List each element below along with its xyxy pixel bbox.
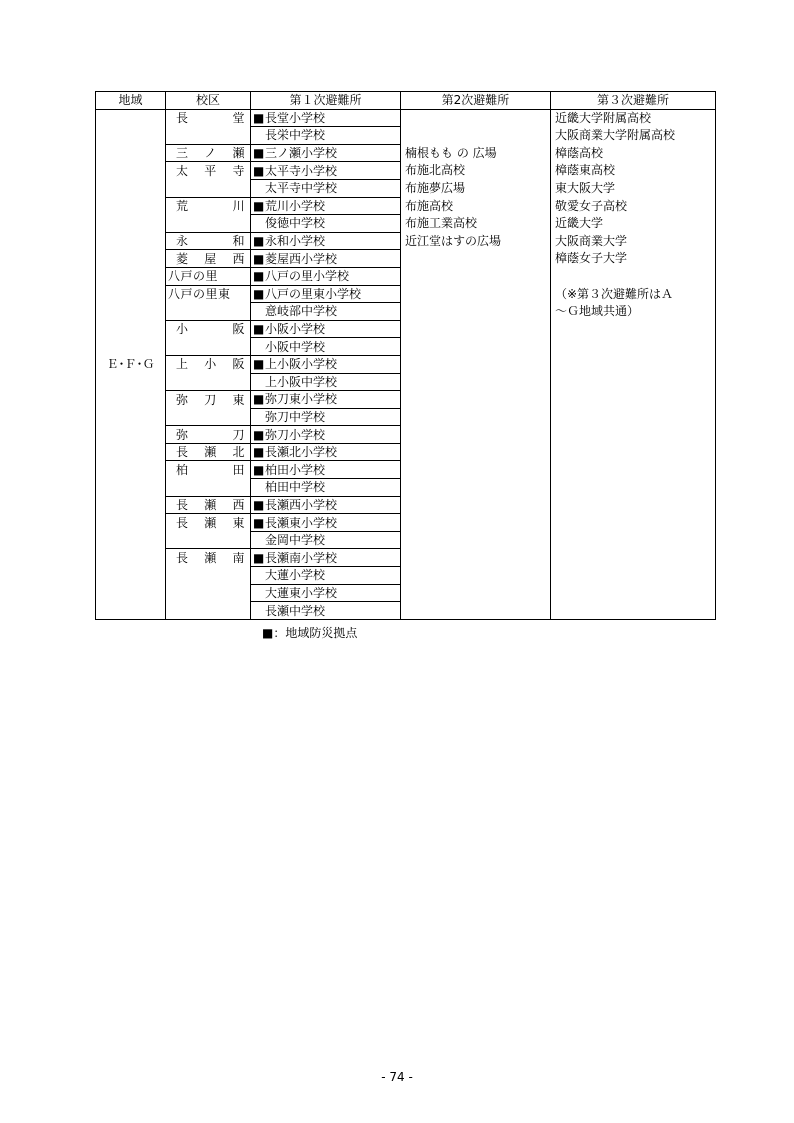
disaster-base-mark-icon: ■	[253, 550, 265, 565]
primary-shelter-cell	[251, 584, 401, 602]
disaster-base-mark-icon: ■	[253, 146, 265, 161]
district-cell: 菱 屋 西	[166, 250, 251, 268]
tertiary-shelter-list	[551, 109, 716, 619]
district-cell	[166, 179, 251, 197]
disaster-base-mark-icon: ■	[253, 286, 265, 301]
region-cell: Ｅ･Ｆ･Ｇ	[96, 109, 166, 619]
district-cell: 長 瀬 東	[166, 514, 251, 532]
legend-text: ■：地域防災拠点	[262, 626, 358, 640]
primary-shelter-name: 長瀬北小学校	[265, 445, 338, 460]
district-cell: 弥 刀	[166, 426, 251, 444]
district-cell	[166, 584, 251, 602]
primary-shelter-cell	[251, 144, 401, 162]
header-district: 校区	[166, 92, 251, 110]
primary-shelter-name: 小阪中学校	[265, 339, 326, 354]
primary-shelter-cell	[251, 443, 401, 461]
primary-shelter-name: 柏田小学校	[265, 462, 326, 477]
district-cell: 長 瀬 北	[166, 443, 251, 461]
district-cell	[166, 127, 251, 145]
primary-shelter-cell	[251, 285, 401, 303]
tertiary-shelter-item: 樟蔭女子大学	[555, 251, 628, 266]
tertiary-shelter-item: 近畿大学附属高校	[555, 110, 652, 125]
secondary-shelter-item: 布施夢広場	[405, 180, 466, 195]
tertiary-shelter-item: 樟蔭高校	[555, 145, 604, 160]
primary-shelter-name: 長瀬南小学校	[265, 550, 338, 565]
district-cell: 永 和	[166, 232, 251, 250]
disaster-base-mark-icon: ■	[253, 392, 265, 407]
primary-shelter-name: 長瀬東小学校	[265, 515, 338, 530]
primary-shelter-cell	[251, 496, 401, 514]
evacuation-shelter-table	[95, 91, 716, 620]
disaster-base-mark-icon: ■	[253, 462, 265, 477]
primary-shelter-cell	[251, 162, 401, 180]
primary-shelter-name: 菱屋西小学校	[265, 251, 338, 266]
district-cell: 長 堂	[166, 109, 251, 127]
secondary-shelter-item: 布施北高校	[405, 163, 466, 178]
district-cell: 太 平 寺	[166, 162, 251, 180]
primary-shelter-name: 大蓮東小学校	[265, 585, 338, 600]
secondary-shelter-item: 布施高校	[405, 198, 454, 213]
primary-shelter-name: 金岡中学校	[265, 533, 326, 548]
district-cell: 上 小 阪	[166, 355, 251, 373]
tertiary-note-line: ～Ｇ地域共通）	[555, 304, 640, 319]
tertiary-shelter-item: 樟蔭東高校	[555, 163, 616, 178]
primary-shelter-cell	[251, 232, 401, 250]
secondary-shelter-list	[401, 109, 551, 619]
primary-shelter-cell	[251, 391, 401, 409]
primary-shelter-cell	[251, 109, 401, 127]
district-cell: 小 阪	[166, 320, 251, 338]
primary-shelter-cell	[251, 373, 401, 391]
tertiary-shelter-item: 近畿大学	[555, 216, 604, 231]
primary-shelter-name: 永和小学校	[265, 234, 326, 249]
primary-shelter-cell	[251, 355, 401, 373]
primary-shelter-cell	[251, 602, 401, 620]
primary-shelter-cell	[251, 338, 401, 356]
tertiary-shelter-item: 大阪商業大学	[555, 233, 628, 248]
primary-shelter-name: 長瀬西小学校	[265, 497, 338, 512]
primary-shelter-cell	[251, 549, 401, 567]
secondary-shelter-item: 近江堂はすの広場	[405, 233, 502, 248]
primary-shelter-name: 八戸の里東小学校	[265, 286, 362, 301]
disaster-base-mark-icon: ■	[253, 357, 265, 372]
table-row	[96, 109, 716, 127]
tertiary-note-line: （※第３次避難所はＡ	[555, 286, 674, 301]
district-cell: 柏 田	[166, 461, 251, 479]
district-cell	[166, 373, 251, 391]
primary-shelter-name: 弥刀中学校	[265, 409, 326, 424]
primary-shelter-cell	[251, 267, 401, 285]
district-cell	[166, 215, 251, 233]
district-cell: 八戸の里	[166, 267, 251, 285]
primary-shelter-name: 大蓮小学校	[265, 568, 326, 583]
header-secondary-shelter: 第2次避難所	[401, 92, 551, 110]
district-cell	[166, 567, 251, 585]
primary-shelter-cell	[251, 461, 401, 479]
primary-shelter-name: 上小阪小学校	[265, 357, 338, 372]
secondary-shelter-item: 楠根もも の 広場	[405, 145, 497, 160]
primary-shelter-name: 意岐部中学校	[265, 304, 338, 319]
primary-shelter-cell	[251, 320, 401, 338]
district-cell: 弥 刀 東	[166, 391, 251, 409]
district-cell	[166, 303, 251, 321]
primary-shelter-name: 弥刀東小学校	[265, 392, 338, 407]
primary-shelter-cell	[251, 179, 401, 197]
disaster-base-mark-icon: ■	[253, 198, 265, 213]
district-cell: 長 瀬 南	[166, 549, 251, 567]
district-cell	[166, 602, 251, 620]
primary-shelter-cell	[251, 250, 401, 268]
district-cell	[166, 408, 251, 426]
primary-shelter-cell	[251, 479, 401, 497]
tertiary-shelter-item: 大阪商業大学附属高校	[555, 128, 676, 143]
primary-shelter-cell	[251, 127, 401, 145]
primary-shelter-name: 柏田中学校	[265, 480, 326, 495]
primary-shelter-name: 三ノ瀬小学校	[265, 146, 338, 161]
primary-shelter-name: 太平寺中学校	[265, 181, 338, 196]
disaster-base-mark-icon: ■	[253, 269, 265, 284]
primary-shelter-cell	[251, 215, 401, 233]
district-cell	[166, 531, 251, 549]
table-body	[96, 109, 716, 619]
header-region: 地域	[96, 92, 166, 110]
primary-shelter-name: 八戸の里小学校	[265, 269, 350, 284]
primary-shelter-cell	[251, 514, 401, 532]
district-cell: 荒 川	[166, 197, 251, 215]
primary-shelter-name: 上小阪中学校	[265, 374, 338, 389]
header-primary-shelter: 第１次避難所	[251, 92, 401, 110]
tertiary-shelter-item: 敬愛女子高校	[555, 198, 628, 213]
primary-shelter-name: 太平寺小学校	[265, 163, 338, 178]
disaster-base-mark-icon: ■	[253, 515, 265, 530]
primary-shelter-cell	[251, 567, 401, 585]
district-cell: 長 瀬 西	[166, 496, 251, 514]
page-number: - 74 -	[381, 1070, 413, 1084]
primary-shelter-name: 小阪小学校	[265, 322, 326, 337]
spacer	[405, 127, 550, 145]
disaster-base-mark-icon: ■	[253, 427, 265, 442]
primary-shelter-cell	[251, 426, 401, 444]
spacer	[555, 268, 715, 286]
secondary-shelter-item: 布施工業高校	[405, 216, 478, 231]
primary-shelter-name: 長堂小学校	[265, 110, 326, 125]
primary-shelter-cell	[251, 303, 401, 321]
primary-shelter-name: 荒川小学校	[265, 198, 326, 213]
district-cell	[166, 479, 251, 497]
disaster-base-mark-icon: ■	[253, 497, 265, 512]
disaster-base-mark-icon: ■	[253, 163, 265, 178]
primary-shelter-cell	[251, 197, 401, 215]
district-cell: 三 ノ 瀬	[166, 144, 251, 162]
primary-shelter-cell	[251, 531, 401, 549]
primary-shelter-name: 弥刀小学校	[265, 427, 326, 442]
disaster-base-mark-icon: ■	[253, 110, 265, 125]
disaster-base-mark-icon: ■	[253, 322, 265, 337]
spacer	[405, 110, 550, 128]
header-tertiary-shelter: 第３次避難所	[551, 92, 716, 110]
primary-shelter-name: 長瀬中学校	[265, 603, 326, 618]
district-cell: 八戸の里東	[166, 285, 251, 303]
table-header-row	[96, 92, 716, 110]
primary-shelter-cell	[251, 408, 401, 426]
primary-shelter-name: 長栄中学校	[265, 128, 326, 143]
disaster-base-mark-icon: ■	[253, 251, 265, 266]
district-cell	[166, 338, 251, 356]
disaster-base-mark-icon: ■	[253, 445, 265, 460]
tertiary-shelter-item: 東大阪大学	[555, 180, 616, 195]
primary-shelter-name: 俊徳中学校	[265, 216, 326, 231]
disaster-base-mark-icon: ■	[253, 234, 265, 249]
